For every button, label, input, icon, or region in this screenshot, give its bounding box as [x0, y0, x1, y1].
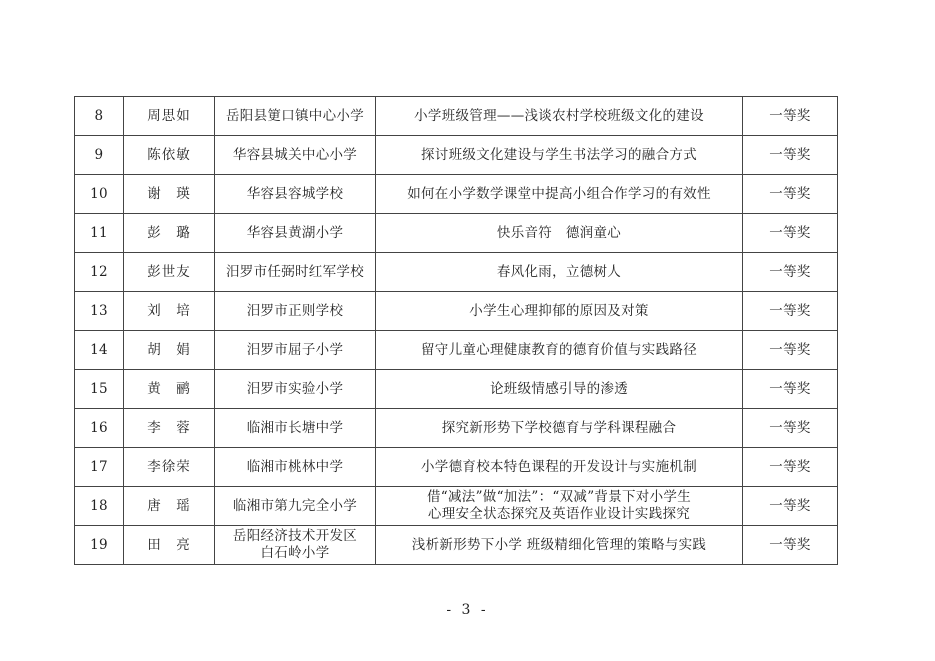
table-row [75, 331, 838, 370]
school-name: 临湘市长塘中学 [215, 409, 376, 448]
teacher-name: 刘 培 [124, 292, 215, 331]
teacher-name: 周思如 [124, 97, 215, 136]
paper-title: 如何在小学数学课堂中提高小组合作学习的有效性 [376, 175, 743, 214]
table-row [75, 370, 838, 409]
teacher-name: 彭 璐 [124, 214, 215, 253]
row-number: 8 [75, 97, 124, 136]
school-name: 华容县黄湖小学 [215, 214, 376, 253]
row-number: 14 [75, 331, 124, 370]
award-level: 一等奖 [743, 253, 838, 292]
row-number: 18 [75, 487, 124, 526]
school-name: 汨罗市正则学校 [215, 292, 376, 331]
paper-title: 小学德育校本特色课程的开发设计与实施机制 [376, 448, 743, 487]
award-level: 一等奖 [743, 448, 838, 487]
teacher-name: 陈依敏 [124, 136, 215, 175]
table-row [75, 253, 838, 292]
table-row [75, 136, 838, 175]
row-number: 12 [75, 253, 124, 292]
table-row [75, 175, 838, 214]
teacher-name: 谢 瑛 [124, 175, 215, 214]
table-row [75, 526, 838, 565]
award-level: 一等奖 [743, 292, 838, 331]
page-number: - 3 - [446, 602, 489, 618]
table-row [75, 487, 838, 526]
school-name: 汨罗市实验小学 [215, 370, 376, 409]
paper-title: 探究新形势下学校德育与学科课程融合 [376, 409, 743, 448]
school-name: 汨罗市任弼时红军学校 [215, 253, 376, 292]
teacher-name: 彭世友 [124, 253, 215, 292]
row-number: 17 [75, 448, 124, 487]
paper-title-line: 心理安全状态探究及英语作业设计实践探究 [427, 506, 691, 522]
award-level: 一等奖 [743, 526, 838, 565]
school-name: 临湘市第九完全小学 [215, 487, 376, 526]
award-level: 一等奖 [743, 487, 838, 526]
school-name: 岳阳县筻口镇中心小学 [215, 97, 376, 136]
paper-title: 探讨班级文化建设与学生书法学习的融合方式 [376, 136, 743, 175]
table-row [75, 409, 838, 448]
paper-title: 留守儿童心理健康教育的德育价值与实践路径 [376, 331, 743, 370]
paper-title: 小学班级管理——浅谈农村学校班级文化的建设 [376, 97, 743, 136]
school-name: 汨罗市屈子小学 [215, 331, 376, 370]
paper-title: 论班级情感引导的渗透 [376, 370, 743, 409]
table-row [75, 214, 838, 253]
award-level: 一等奖 [743, 136, 838, 175]
teacher-name: 胡 娟 [124, 331, 215, 370]
award-table-container [74, 96, 838, 565]
table-row [75, 448, 838, 487]
row-number: 11 [75, 214, 124, 253]
school-name: 临湘市桃林中学 [215, 448, 376, 487]
row-number: 13 [75, 292, 124, 331]
paper-title [376, 487, 743, 526]
award-table [74, 96, 838, 565]
teacher-name: 黄 鹂 [124, 370, 215, 409]
award-level: 一等奖 [743, 214, 838, 253]
teacher-name: 田 亮 [124, 526, 215, 565]
award-level: 一等奖 [743, 175, 838, 214]
paper-title: 快乐音符 德润童心 [376, 214, 743, 253]
row-number: 10 [75, 175, 124, 214]
award-level: 一等奖 [743, 409, 838, 448]
school-name: 华容县城关中心小学 [215, 136, 376, 175]
teacher-name: 唐 瑶 [124, 487, 215, 526]
teacher-name: 李徐荣 [124, 448, 215, 487]
paper-title: 浅析新形势下小学 班级精细化管理的策略与实践 [376, 526, 743, 565]
paper-title: 小学生心理抑郁的原因及对策 [376, 292, 743, 331]
row-number: 19 [75, 526, 124, 565]
row-number: 15 [75, 370, 124, 409]
table-row [75, 292, 838, 331]
row-number: 9 [75, 136, 124, 175]
award-level: 一等奖 [743, 331, 838, 370]
row-number: 16 [75, 409, 124, 448]
teacher-name: 李 蓉 [124, 409, 215, 448]
school-name-line: 白石岭小学 [260, 545, 330, 561]
school-name: 华容县容城学校 [215, 175, 376, 214]
award-level: 一等奖 [743, 97, 838, 136]
school-name [215, 526, 376, 565]
paper-title: 春风化雨，立德树人 [376, 253, 743, 292]
paper-title-line: 借“减法”做“加法”：“双减”背景下对小学生 [426, 489, 691, 505]
table-row [75, 97, 838, 136]
award-level: 一等奖 [743, 370, 838, 409]
school-name-line: 岳阳经济技术开发区 [232, 528, 358, 544]
